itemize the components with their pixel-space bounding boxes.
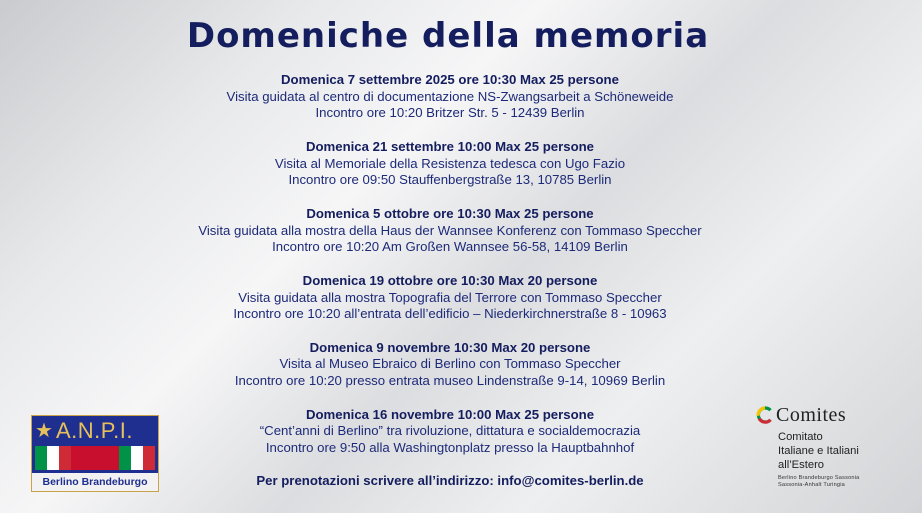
page-title: Domeniche della memoria xyxy=(186,16,710,56)
event-description: “Cent’anni di Berlino” tra rivoluzione, dittatura e socialdemocrazia xyxy=(259,423,641,439)
event-meeting: Incontro ore 10:20 all’entrata dell’edificio – Niederkirchnerstraße 8 - 10963 xyxy=(233,306,667,322)
comites-line-1: Comitato xyxy=(778,431,823,443)
event-heading: Domenica 9 novembre 10:30 Max 20 persone xyxy=(309,339,591,355)
event-meeting: Incontro ore 9:50 alla Washingtonplatz presso la Hauptbahnhof xyxy=(265,440,635,456)
event-description: Visita guidata alla mostra della Haus der Wannsee Konferenz con Tommaso Speccher xyxy=(198,222,702,238)
booking-contact: Per prenotazioni scrivere all’indirizzo: info@comites-berlin.de xyxy=(256,473,644,488)
event-description: Visita guidata al centro di documentazione NS-Zwangsarbeit a Schöneweide xyxy=(226,88,674,104)
comites-line-2: Italiane e Italiani xyxy=(778,445,859,457)
star-icon: ★ xyxy=(35,420,53,442)
anpi-logo-subtitle: Berlino Brandeburgo xyxy=(32,473,158,491)
comites-region-2: Sassonia-Anhalt Turingia xyxy=(778,482,845,488)
event-heading: Domenica 7 settembre 2025 ore 10:30 Max 25 persone xyxy=(281,72,619,87)
anpi-logo-name: A.N.P.I. xyxy=(56,418,133,443)
event-heading: Domenica 19 ottobre ore 10:30 Max 20 persone xyxy=(302,272,598,288)
event-meeting: Incontro ore 10:20 Am Großen Wannsee 56-58, 14109 Berlin xyxy=(272,239,628,255)
event-description: Visita guidata alla mostra Topografia del Terrore con Tommaso Speccher xyxy=(238,289,662,305)
event-heading: Domenica 16 novembre 10:00 Max 25 persone xyxy=(305,406,595,422)
comites-logo xyxy=(756,404,896,496)
comites-line-3: all’Estero xyxy=(778,459,825,471)
flag-bar xyxy=(35,446,155,470)
event-meeting: Incontro ore 10:20 Britzer Str. 5 - 12439 Berlin xyxy=(315,105,585,121)
comites-logo-name: Comites xyxy=(776,404,847,426)
event-heading: Domenica 21 settembre 10:00 Max 25 persone xyxy=(305,138,595,154)
event-heading: Domenica 5 ottobre ore 10:30 Max 25 persone xyxy=(306,205,594,221)
event-item xyxy=(0,273,900,323)
italian-flag-icon xyxy=(119,446,155,470)
event-item xyxy=(0,340,900,390)
event-item xyxy=(0,206,900,256)
comites-region-1: Berlino Brandeburgo Sassonia xyxy=(778,475,860,481)
anpi-logo xyxy=(31,415,159,492)
event-description: Visita al Memoriale della Resistenza tedesca con Ugo Fazio xyxy=(274,155,626,171)
event-item xyxy=(0,139,900,189)
tricolor-c-icon xyxy=(756,406,774,424)
event-meeting: Incontro ore 09:50 Stauffenbergstraße 13, 10785 Berlin xyxy=(288,172,612,188)
event-item xyxy=(0,72,900,122)
event-description: Visita al Museo Ebraico di Berlino con Tommaso Speccher xyxy=(279,356,621,372)
event-meeting: Incontro ore 10:20 presso entrata museo Lindenstraße 9-14, 10969 Berlin xyxy=(234,373,666,389)
italian-flag-icon xyxy=(35,446,71,470)
